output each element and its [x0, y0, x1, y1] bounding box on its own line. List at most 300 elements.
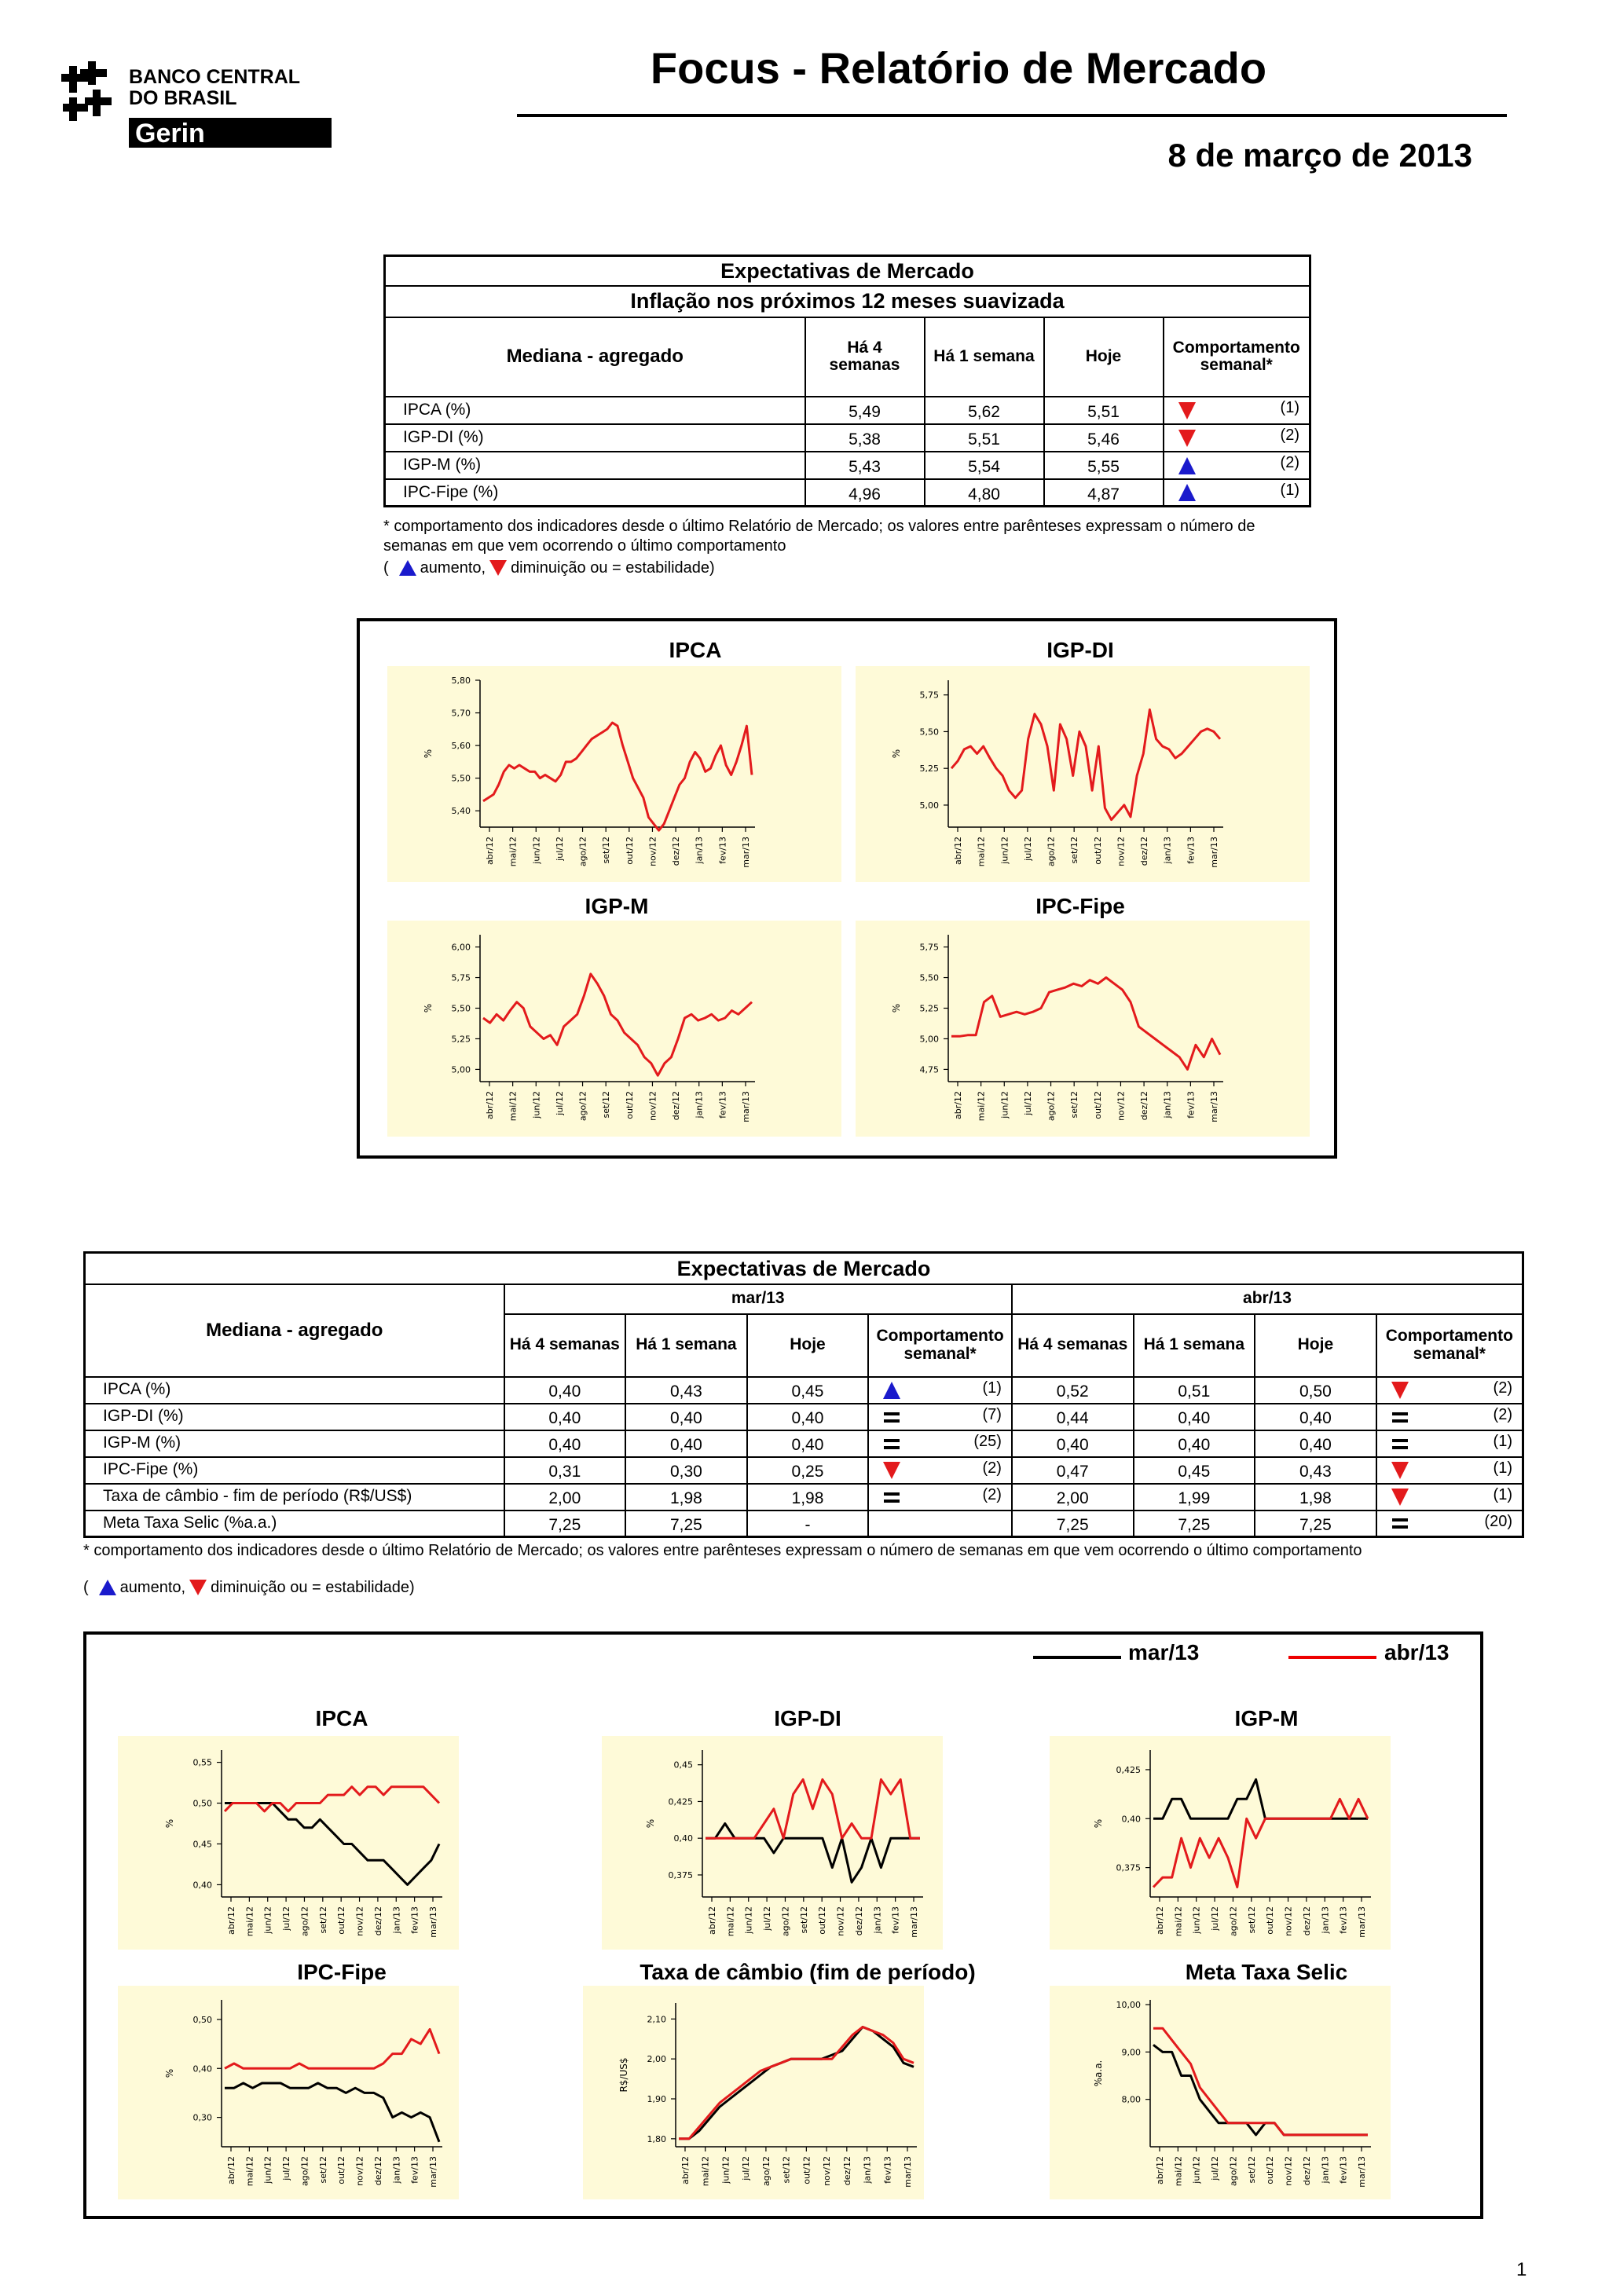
row-label: IPCA (%) [85, 1377, 504, 1404]
x-tick-label: jun/12 [1191, 1906, 1202, 1934]
x-tick-label: mai/12 [244, 1906, 255, 1937]
equals-icon [1390, 1434, 1410, 1454]
series-line [483, 723, 752, 830]
x-tick-label: out/12 [817, 1906, 828, 1935]
x-tick-label: mai/12 [1173, 1906, 1184, 1937]
x-tick-label: jul/12 [281, 1906, 292, 1931]
cell-value: 7,25 [1012, 1511, 1134, 1537]
cell-value: 1,98 [1255, 1484, 1376, 1511]
cell-value: 0,51 [1134, 1377, 1255, 1404]
cell-value: 0,43 [625, 1377, 747, 1404]
weeks-count: (1) [1280, 481, 1299, 499]
y-tick-label: 5,60 [451, 741, 471, 752]
x-tick-label: dez/12 [1139, 837, 1150, 866]
y-tick-label: 0,40 [192, 2063, 212, 2074]
cell-value: 2,00 [1012, 1484, 1134, 1511]
x-tick-label: set/12 [798, 1906, 809, 1934]
y-axis-label: % [891, 1003, 902, 1013]
y-tick-label: 0,375 [1116, 1862, 1141, 1873]
line-chart [602, 1736, 943, 1950]
triangle-down-icon [489, 558, 508, 577]
cell-value: 0,40 [1255, 1404, 1376, 1430]
series-line [225, 1787, 439, 1811]
table-row [385, 479, 1310, 507]
y-tick-label: 5,40 [451, 806, 471, 817]
x-tick-label: jun/12 [262, 1906, 273, 1934]
x-tick-label: out/12 [1092, 837, 1103, 865]
y-axis-label: % [645, 1818, 656, 1829]
x-tick-label: jan/13 [1320, 1906, 1331, 1934]
t2-col-4w-a: Há 4 semanas [504, 1314, 626, 1377]
line-chart [387, 921, 841, 1137]
line-chart [856, 666, 1310, 882]
x-tick-label: jun/12 [531, 1091, 542, 1119]
x-tick-label: ago/12 [577, 837, 588, 867]
cell-value: 0,30 [625, 1457, 747, 1484]
cell-1w: 5,62 [925, 397, 1044, 424]
cell-behavior [868, 1484, 1012, 1511]
cell-behavior [1376, 1404, 1523, 1430]
x-tick-label: mar/13 [909, 1906, 919, 1938]
table-row [385, 424, 1310, 452]
x-tick-label: set/12 [1069, 1091, 1080, 1119]
row-label: IGP-DI (%) [385, 424, 805, 452]
x-tick-label: fev/13 [1338, 2156, 1349, 2184]
cell-value: 0,40 [1255, 1430, 1376, 1457]
cell-value: 0,40 [625, 1404, 747, 1430]
t2-period2: abr/13 [1012, 1284, 1523, 1314]
x-tick-label: fev/13 [1186, 837, 1197, 864]
x-tick-label: jul/12 [762, 1906, 773, 1931]
cell-1w: 5,51 [925, 424, 1044, 452]
t2-col-behavior-b: Comportamento semanal* [1376, 1314, 1523, 1377]
y-tick-label: 5,00 [919, 1034, 939, 1045]
x-tick-label: abr/12 [953, 837, 963, 865]
x-tick-label: ago/12 [1046, 1091, 1057, 1122]
chart-panel [1050, 1736, 1391, 1950]
x-tick-label: fev/13 [409, 2156, 420, 2184]
table1-footnote-line2: semanas em que vem ocorrendo o último comportamento [383, 537, 786, 555]
weeks-count: (2) [1493, 1379, 1512, 1397]
legend-line-mar13 [1033, 1656, 1121, 1659]
x-tick-label: abr/12 [485, 1091, 495, 1119]
y-axis-label: % [423, 1003, 434, 1013]
y-tick-label: 0,50 [192, 1798, 212, 1809]
inflation-12m-table [383, 255, 1311, 507]
x-tick-label: ago/12 [299, 2156, 310, 2187]
legend-open: ( [383, 559, 389, 577]
x-tick-label: jun/12 [531, 837, 542, 864]
x-tick-label: set/12 [1246, 1906, 1257, 1934]
x-tick-label: ago/12 [299, 1906, 310, 1937]
y-tick-label: 5,75 [451, 972, 471, 983]
page-title: Focus - Relatório de Mercado [650, 43, 1267, 93]
series-line [706, 1779, 920, 1838]
cell-value: 0,45 [747, 1377, 869, 1404]
chart-panel [118, 1986, 459, 2199]
cell-behavior [868, 1511, 1012, 1537]
x-tick-label: dez/12 [372, 1906, 383, 1936]
x-tick-label: mar/13 [1357, 1906, 1367, 1938]
x-tick-label: jul/12 [1022, 1091, 1033, 1115]
x-tick-label: mai/12 [1173, 2156, 1184, 2187]
x-tick-label: nov/12 [647, 837, 658, 866]
series-line [706, 1824, 920, 1883]
y-axis-label: %a.a. [1093, 2060, 1104, 2087]
cell-value: 1,98 [747, 1484, 869, 1511]
cell-4w: 5,49 [805, 397, 925, 424]
cell-behavior [868, 1457, 1012, 1484]
legend-line-abr13 [1288, 1656, 1376, 1659]
table-row [85, 1404, 1523, 1430]
weeks-count: (1) [1280, 398, 1299, 416]
triangle-up-icon [881, 1380, 902, 1401]
cell-4w: 5,38 [805, 424, 925, 452]
cell-value: 0,45 [1134, 1457, 1255, 1484]
x-tick-label: mar/13 [741, 837, 751, 868]
x-tick-label: jan/13 [391, 2156, 402, 2184]
table-row [85, 1430, 1523, 1457]
chart-title: Meta Taxa Selic [1185, 1960, 1348, 1984]
x-tick-label: jul/12 [1022, 837, 1033, 861]
series-line [951, 709, 1220, 819]
y-axis-label: % [164, 1818, 175, 1829]
triangle-down-icon [1390, 1487, 1410, 1507]
cell-1w: 5,54 [925, 452, 1044, 479]
x-tick-label: abr/12 [485, 837, 495, 865]
cell-behavior [868, 1430, 1012, 1457]
cell-value: 0,40 [504, 1404, 626, 1430]
equals-icon [881, 1487, 902, 1507]
banco-central-logo [61, 58, 336, 151]
x-tick-label: jun/12 [999, 837, 1010, 864]
x-tick-label: dez/12 [853, 1906, 864, 1936]
x-tick-label: nov/12 [822, 2156, 833, 2186]
cell-value: 0,40 [747, 1404, 869, 1430]
x-tick-label: set/12 [781, 2156, 792, 2184]
cell-behavior [1164, 397, 1310, 424]
weeks-count: (1) [1493, 1432, 1512, 1450]
x-tick-label: mai/12 [508, 1091, 519, 1122]
y-axis-label: % [891, 749, 902, 759]
x-tick-label: fev/13 [717, 837, 728, 864]
weeks-count: (2) [1280, 426, 1299, 444]
x-tick-label: nov/12 [835, 1906, 846, 1936]
cell-value: 0,40 [747, 1430, 869, 1457]
x-tick-label: out/12 [624, 837, 635, 865]
y-axis-label: R$/US$ [618, 2057, 629, 2093]
y-tick-label: 5,00 [919, 800, 939, 811]
y-axis-label: % [1093, 1818, 1104, 1829]
x-tick-label: mar/13 [741, 1091, 751, 1122]
x-tick-label: set/12 [1069, 837, 1080, 864]
table-row [85, 1511, 1523, 1537]
y-tick-label: 4,75 [919, 1064, 939, 1075]
row-label: IPC-Fipe (%) [85, 1457, 504, 1484]
cell-today: 4,87 [1044, 479, 1164, 507]
line-chart [118, 1986, 459, 2199]
y-tick-label: 0,45 [673, 1760, 693, 1771]
chart-panel [1050, 1986, 1391, 2199]
x-tick-label: ago/12 [761, 2156, 772, 2187]
x-tick-label: abr/12 [1155, 2156, 1165, 2184]
y-tick-label: 5,25 [919, 764, 939, 774]
x-tick-label: jun/12 [999, 1091, 1010, 1119]
x-tick-label: dez/12 [671, 837, 682, 866]
series-line [679, 2027, 914, 2139]
x-tick-label: out/12 [1092, 1091, 1103, 1119]
x-tick-label: out/12 [336, 1906, 347, 1935]
cell-value: 0,50 [1255, 1377, 1376, 1404]
cell-4w: 5,43 [805, 452, 925, 479]
x-tick-label: mai/12 [976, 837, 987, 867]
t2-col-4w-b: Há 4 semanas [1012, 1314, 1134, 1377]
logo-unit: Gerin [135, 119, 205, 148]
legend-up: aumento, [119, 1579, 186, 1596]
table2-title: Expectativas de Mercado [85, 1253, 1523, 1284]
table-row [85, 1457, 1523, 1484]
y-tick-label: 2,10 [647, 2014, 666, 2025]
y-tick-label: 0,40 [1121, 1814, 1141, 1825]
x-tick-label: dez/12 [372, 2156, 383, 2186]
legend-label-mar13: mar/13 [1128, 1640, 1200, 1664]
line-chart [1050, 1736, 1391, 1950]
series-line [1153, 1779, 1368, 1818]
x-tick-label: dez/12 [671, 1091, 682, 1121]
y-tick-label: 5,70 [451, 708, 471, 719]
col-header-today: Hoje [1044, 317, 1164, 397]
logo-line1: BANCO CENTRAL [129, 66, 301, 88]
row-label: IGP-M (%) [385, 452, 805, 479]
chart-panel [602, 1736, 943, 1950]
title-rule [517, 114, 1507, 117]
chart-title: Taxa de câmbio (fim de período) [640, 1960, 976, 1984]
y-axis-label: % [164, 2068, 175, 2078]
chart-panel [387, 666, 841, 882]
line-chart [583, 1986, 924, 2199]
series-line [679, 2027, 914, 2139]
triangle-down-icon [1177, 428, 1197, 449]
weeks-count: (25) [973, 1432, 1002, 1450]
y-tick-label: 0,40 [673, 1833, 693, 1844]
x-tick-label: fev/13 [1186, 1091, 1197, 1119]
row-label: Taxa de câmbio - fim de período (R$/US$) [85, 1484, 504, 1511]
cell-value: 0,40 [504, 1430, 626, 1457]
cell-value: 2,00 [504, 1484, 626, 1511]
cell-1w: 4,80 [925, 479, 1044, 507]
cell-value: 1,99 [1134, 1484, 1255, 1511]
cell-behavior [1376, 1457, 1523, 1484]
t2-col-behavior-a: Comportamento semanal* [868, 1314, 1012, 1377]
t2-col-today-b: Hoje [1255, 1314, 1376, 1377]
series-line [1153, 1799, 1368, 1887]
x-tick-label: out/12 [801, 2156, 812, 2184]
x-tick-label: jun/12 [743, 1906, 754, 1934]
page-number: 1 [1516, 2259, 1527, 2280]
x-tick-label: jun/12 [720, 2156, 731, 2184]
col-header-1w: Há 1 semana [925, 317, 1044, 397]
x-tick-label: nov/12 [1116, 837, 1127, 866]
table-row [85, 1484, 1523, 1511]
x-tick-label: nov/12 [1283, 1906, 1294, 1936]
equals-icon [881, 1434, 902, 1454]
cell-value: 7,25 [504, 1511, 626, 1537]
cell-behavior [1376, 1511, 1523, 1537]
chart-title: IGP-DI [774, 1706, 841, 1730]
cell-behavior [868, 1377, 1012, 1404]
legend-down: diminuição ou = estabilidade) [211, 1579, 415, 1596]
chart-panel [583, 1986, 924, 2199]
x-tick-label: nov/12 [354, 2156, 365, 2186]
chart-title: IPC-Fipe [297, 1960, 387, 1984]
chart-panel [856, 666, 1310, 882]
chart-panel [387, 921, 841, 1137]
x-tick-label: abr/12 [680, 2156, 691, 2184]
table-row [385, 452, 1310, 479]
cell-value: 7,25 [625, 1511, 747, 1537]
table2-legend [83, 1577, 415, 1598]
x-tick-label: out/12 [1265, 1906, 1276, 1935]
logo-line2: DO BRASIL [129, 87, 237, 109]
x-tick-label: nov/12 [647, 1091, 658, 1121]
x-tick-label: abr/12 [226, 2156, 236, 2184]
row-label: IGP-DI (%) [85, 1404, 504, 1430]
x-tick-label: ago/12 [1228, 2156, 1239, 2187]
x-tick-label: dez/12 [1301, 2156, 1312, 2186]
table1-subtitle: Inflação nos próximos 12 meses suavizada [385, 286, 1310, 317]
y-tick-label: 5,25 [451, 1034, 471, 1045]
cell-value: 0,25 [747, 1457, 869, 1484]
cell-value: 1,98 [625, 1484, 747, 1511]
cell-value: 0,43 [1255, 1457, 1376, 1484]
cell-behavior [1164, 479, 1310, 507]
weeks-count: (2) [982, 1485, 1002, 1503]
equals-icon [1390, 1513, 1410, 1533]
triangle-up-icon [98, 1578, 117, 1597]
x-tick-label: out/12 [1265, 2156, 1276, 2184]
row-label: Meta Taxa Selic (%a.a.) [85, 1511, 504, 1537]
equals-icon [881, 1407, 902, 1427]
legend-label-abr13: abr/13 [1384, 1640, 1450, 1664]
y-tick-label: 0,30 [192, 2112, 212, 2123]
y-tick-label: 8,00 [1121, 2094, 1141, 2105]
t2-period1: mar/13 [504, 1284, 1012, 1314]
triangle-down-icon [1390, 1460, 1410, 1481]
cell-behavior [1376, 1430, 1523, 1457]
y-tick-label: 9,00 [1121, 2047, 1141, 2058]
cell-behavior [868, 1404, 1012, 1430]
t2-col-today-a: Hoje [747, 1314, 869, 1377]
series-line [225, 1803, 439, 1885]
x-tick-label: jul/12 [1210, 2156, 1221, 2181]
chart-title: IPC-Fipe [1035, 894, 1125, 918]
x-tick-label: mar/13 [903, 2156, 913, 2188]
triangle-down-icon [1177, 401, 1197, 421]
y-tick-label: 0,45 [192, 1839, 212, 1850]
x-tick-label: nov/12 [1116, 1091, 1127, 1121]
table1-footnote-line1: * comportamento dos indicadores desde o último Relatório de Mercado; os valores entre parênteses expressam o número de [383, 518, 1255, 535]
line-chart [1050, 1986, 1391, 2199]
x-tick-label: jan/13 [862, 2156, 873, 2184]
cell-today: 5,46 [1044, 424, 1164, 452]
y-tick-label: 5,50 [919, 972, 939, 983]
y-tick-label: 0,50 [192, 2014, 212, 2025]
x-tick-label: fev/13 [717, 1091, 728, 1119]
cell-value: - [747, 1511, 869, 1537]
cell-today: 5,55 [1044, 452, 1164, 479]
monthly-expectations-table [83, 1251, 1524, 1538]
report-date: 8 de março de 2013 [1167, 137, 1472, 174]
x-tick-label: abr/12 [953, 1091, 963, 1119]
weeks-count: (1) [1493, 1485, 1512, 1503]
t2-col-1w-b: Há 1 semana [1134, 1314, 1255, 1377]
row-label: IGP-M (%) [85, 1430, 504, 1457]
table-row [385, 397, 1310, 424]
y-tick-label: 5,50 [451, 773, 471, 784]
x-tick-label: dez/12 [841, 2156, 852, 2186]
series-line [951, 978, 1220, 1070]
cell-value: 7,25 [1255, 1511, 1376, 1537]
cell-value: 0,40 [1134, 1430, 1255, 1457]
series-line [225, 2029, 439, 2068]
weeks-count: (2) [982, 1459, 1002, 1477]
line-chart [118, 1736, 459, 1950]
triangle-up-icon [398, 558, 417, 577]
chart-title: IGP-M [585, 894, 649, 918]
x-tick-label: jul/12 [281, 2156, 292, 2181]
cell-value: 0,40 [1012, 1430, 1134, 1457]
cell-behavior [1164, 452, 1310, 479]
x-tick-label: jan/13 [694, 837, 705, 864]
y-tick-label: 5,00 [451, 1064, 471, 1075]
cell-value: 0,31 [504, 1457, 626, 1484]
x-tick-label: nov/12 [1283, 2156, 1294, 2186]
x-tick-label: mar/13 [1209, 837, 1219, 868]
y-tick-label: 0,425 [1116, 1764, 1141, 1775]
y-tick-label: 0,425 [668, 1796, 693, 1807]
y-tick-label: 5,50 [451, 1003, 471, 1014]
cell-value: 0,44 [1012, 1404, 1134, 1430]
y-tick-label: 5,75 [919, 690, 939, 701]
chart-title: IGP-DI [1046, 638, 1114, 662]
x-tick-label: jan/13 [872, 1906, 883, 1934]
chart-title: IPCA [669, 638, 722, 662]
cell-value: 0,40 [504, 1377, 626, 1404]
col-header-label: Mediana - agregado [385, 317, 805, 397]
chart-panel [118, 1736, 459, 1950]
x-tick-label: fev/13 [882, 2156, 893, 2184]
chart-title: IGP-M [1234, 1706, 1299, 1730]
chart-title: IPCA [315, 1706, 368, 1730]
x-tick-label: mai/12 [725, 1906, 736, 1937]
t2-col-header-label: Mediana - agregado [85, 1284, 504, 1377]
x-tick-label: mai/12 [508, 837, 519, 867]
x-tick-label: mai/12 [976, 1091, 987, 1122]
x-tick-label: abr/12 [1155, 1906, 1165, 1935]
x-tick-label: jun/12 [262, 2156, 273, 2184]
y-tick-label: 5,80 [451, 676, 471, 686]
x-tick-label: set/12 [317, 2156, 328, 2184]
legend-down: diminuição ou = estabilidade) [511, 559, 715, 577]
series-line [225, 2083, 439, 2142]
cell-value: 0,40 [1134, 1404, 1255, 1430]
table-row [85, 1377, 1523, 1404]
y-tick-label: 0,40 [192, 1880, 212, 1891]
x-tick-label: mar/13 [1357, 2156, 1367, 2188]
line-chart [856, 921, 1310, 1137]
cell-value: 0,40 [625, 1430, 747, 1457]
equals-icon [1390, 1407, 1410, 1427]
